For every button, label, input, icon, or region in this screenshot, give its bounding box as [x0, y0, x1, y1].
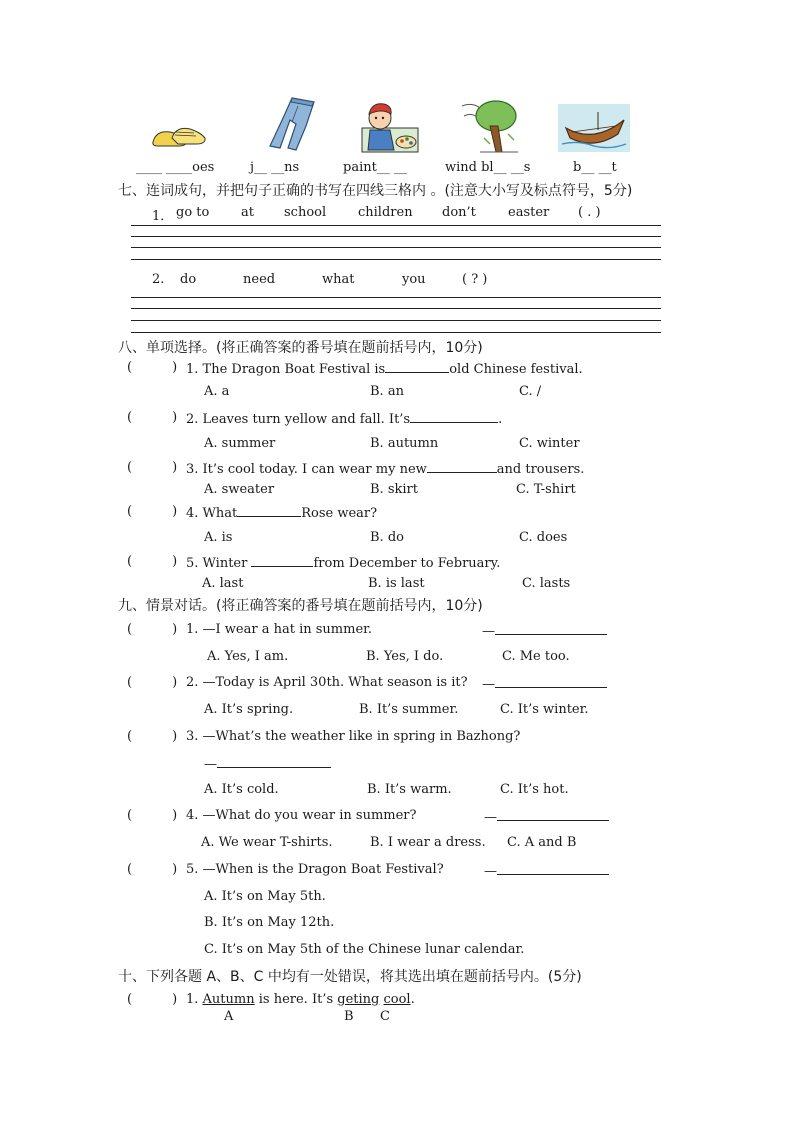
picture-word-jeans: j__ __ns: [250, 160, 300, 175]
option-b: B. It’s warm.: [367, 782, 452, 797]
dialogue-question: 5. —When is the Dragon Boat Festival?: [186, 862, 444, 877]
s7-q2-word: do: [180, 272, 197, 287]
bracket-open: (: [127, 862, 133, 877]
bracket-open: (: [127, 554, 133, 569]
option-b: B. Yes, I do.: [366, 649, 444, 664]
bracket-open: (: [127, 675, 133, 690]
option-a: A. Yes, I am.: [207, 649, 289, 664]
bracket-close: ): [172, 675, 178, 690]
question-stem-end: and trousers.: [496, 462, 585, 477]
shoes-picture: [150, 120, 208, 150]
sentence-middle: is here. It’s: [258, 992, 334, 1007]
question-stem-end: Rose wear?: [301, 506, 378, 521]
option-a: A. is: [204, 530, 233, 545]
fill-blank[interactable]: [410, 410, 498, 423]
error-choice-b: geting: [337, 992, 380, 1007]
error-choice-a: Autumn: [202, 992, 255, 1007]
option-c: C. /: [519, 384, 542, 399]
question-stem: 5. Winter: [186, 556, 252, 571]
s7-q1-word: go to: [176, 205, 210, 220]
question-number: 1.: [186, 992, 199, 1007]
bracket-open: (: [127, 360, 133, 375]
answer-bracket[interactable]: [127, 729, 177, 744]
bracket-close: ): [172, 360, 178, 375]
response-blank[interactable]: [217, 755, 331, 768]
option-b: B. autumn: [370, 436, 439, 451]
bracket-close: ): [172, 460, 178, 475]
picture-word-paint: paint__ __: [343, 160, 407, 175]
response-dash: —: [482, 677, 495, 692]
option-a: A. last: [202, 576, 244, 591]
picture-word-boat: b__ __t: [573, 160, 617, 175]
sentence-end: .: [410, 992, 415, 1007]
section-9-title: 九、情景对话。(将正确答案的番号填在题前括号内，10分): [118, 598, 483, 614]
question-stem: 2. Leaves turn yellow and fall. It’s: [186, 412, 411, 427]
question-text: [186, 554, 500, 571]
answer-bracket[interactable]: [127, 675, 177, 690]
dialogue-response: [484, 862, 609, 879]
bracket-close: ): [172, 504, 178, 519]
option-b: B. an: [370, 384, 404, 399]
answer-bracket[interactable]: [127, 554, 177, 569]
bracket-close: ): [172, 622, 178, 637]
boat-picture: [558, 104, 630, 152]
answer-bracket[interactable]: [127, 992, 177, 1007]
wind-tree-picture: [460, 96, 522, 154]
picture-word-wind: wind bl__ __s: [445, 160, 531, 175]
s7-q2-word: ( ? ): [462, 272, 488, 287]
bracket-close: ): [172, 554, 178, 569]
option-b: B. do: [370, 530, 404, 545]
option-c: C. It’s on May 5th of the Chinese lunar calendar.: [204, 942, 525, 957]
option-a: A. We wear T-shirts.: [201, 835, 333, 850]
option-c: C. winter: [519, 436, 580, 451]
answer-bracket[interactable]: [127, 410, 177, 425]
option-c: C. A and B: [507, 835, 577, 850]
s7-q1-word: ( . ): [578, 205, 601, 220]
response-dash: —: [484, 810, 497, 825]
fill-blank[interactable]: [237, 504, 301, 517]
response-dash: —: [484, 864, 497, 879]
section-8-title: 八、单项选择。(将正确答案的番号填在题前括号内，10分): [118, 340, 483, 356]
dialogue-response: [482, 675, 607, 692]
option-a: A. summer: [204, 436, 276, 451]
question-text: [186, 460, 584, 477]
answer-bracket[interactable]: [127, 622, 177, 637]
bracket-open: (: [127, 729, 133, 744]
fill-blank[interactable]: [385, 360, 449, 373]
answer-bracket[interactable]: [127, 360, 177, 375]
answer-bracket[interactable]: [127, 808, 177, 823]
option-b: B. is last: [368, 576, 425, 591]
s7-q1-word: easter: [508, 205, 550, 220]
s7-q2-word: you: [402, 272, 426, 287]
section-10-title: 十、下列各题 A、B、C 中均有一处错误，将其选出填在题前括号内。(5分): [118, 969, 582, 985]
option-c: C. does: [519, 530, 568, 545]
s7-q1-num: 1．: [152, 209, 174, 224]
option-b: B. I wear a dress.: [370, 835, 486, 850]
question-stem-end: old Chinese festival.: [449, 362, 583, 377]
option-b: B. It’s on May 12th.: [204, 915, 335, 930]
response-dash: —: [482, 624, 495, 639]
error-label-a: A: [224, 1009, 234, 1024]
bracket-close: ): [172, 729, 178, 744]
question-text: [186, 410, 502, 427]
bracket-open: (: [127, 504, 133, 519]
section-7-title: 七、连词成句，并把句子正确的书写在四线三格内 。(注意大小写及标点符号，5分): [118, 183, 633, 199]
fill-blank[interactable]: [427, 460, 497, 473]
error-label-c: C: [380, 1009, 390, 1024]
bracket-open: (: [127, 992, 133, 1007]
bracket-open: (: [127, 622, 133, 637]
response-blank[interactable]: [497, 808, 609, 821]
answer-bracket[interactable]: [127, 504, 177, 519]
answer-bracket[interactable]: [127, 862, 177, 877]
jeans-picture: [262, 96, 320, 152]
option-a: A. It’s cold.: [204, 782, 279, 797]
painting-boy-picture: [360, 98, 420, 154]
option-a: A. a: [204, 384, 230, 399]
s7-q1-word: don’t: [442, 205, 476, 220]
option-c: C. Me too.: [502, 649, 570, 664]
dialogue-question: 1. —I wear a hat in summer.: [186, 622, 373, 637]
fill-blank[interactable]: [251, 554, 313, 567]
option-b: B. It’s summer.: [359, 702, 459, 717]
s7-q1-word: school: [284, 205, 327, 220]
option-c: C. lasts: [522, 576, 571, 591]
bracket-close: ): [172, 808, 178, 823]
response-dash: —: [204, 757, 217, 772]
question-stem-end: from December to February.: [313, 556, 501, 571]
dialogue-response: [484, 808, 609, 825]
dialogue-response: [204, 755, 331, 772]
option-a: A. sweater: [204, 482, 275, 497]
response-blank[interactable]: [495, 622, 607, 635]
option-c: C. It’s winter.: [500, 702, 589, 717]
s7-q2-word: need: [243, 272, 276, 287]
picture-word-shoes: ____ ____oes: [136, 160, 215, 175]
s7-q1-word: children: [358, 205, 413, 220]
question-stem-end: .: [498, 412, 503, 427]
bracket-open: (: [127, 410, 133, 425]
response-blank[interactable]: [497, 862, 609, 875]
error-choice-c: cool: [383, 992, 411, 1007]
dialogue-question: 4. —What do you wear in summer?: [186, 808, 417, 823]
bracket-close: ): [172, 992, 178, 1007]
dialogue-response: [482, 622, 607, 639]
option-a: A. It’s spring.: [204, 702, 294, 717]
error-sentence: [186, 992, 415, 1007]
error-label-b: B: [344, 1009, 354, 1024]
question-text: [186, 504, 377, 521]
answer-bracket[interactable]: [127, 460, 177, 475]
s7-q2-num: 2.: [152, 272, 165, 287]
option-c: C. It’s hot.: [500, 782, 569, 797]
option-a: A. It’s on May 5th.: [204, 889, 326, 904]
response-blank[interactable]: [495, 675, 607, 688]
question-stem: 1. The Dragon Boat Festival is: [186, 362, 386, 377]
dialogue-question: 2. —Today is April 30th. What season is it?: [186, 675, 468, 690]
s7-q1-word: at: [241, 205, 254, 220]
dialogue-question: 3. —What’s the weather like in spring in Bazhong?: [186, 729, 521, 744]
bracket-open: (: [127, 808, 133, 823]
question-text: [186, 360, 583, 377]
question-stem: 3. It’s cool today. I can wear my new: [186, 462, 427, 477]
option-c: C. T-shirt: [516, 482, 576, 497]
bracket-open: (: [127, 460, 133, 475]
bracket-close: ): [172, 410, 178, 425]
s7-q2-word: what: [322, 272, 355, 287]
option-b: B. skirt: [370, 482, 418, 497]
question-stem: 4. What: [186, 506, 238, 521]
bracket-close: ): [172, 862, 178, 877]
